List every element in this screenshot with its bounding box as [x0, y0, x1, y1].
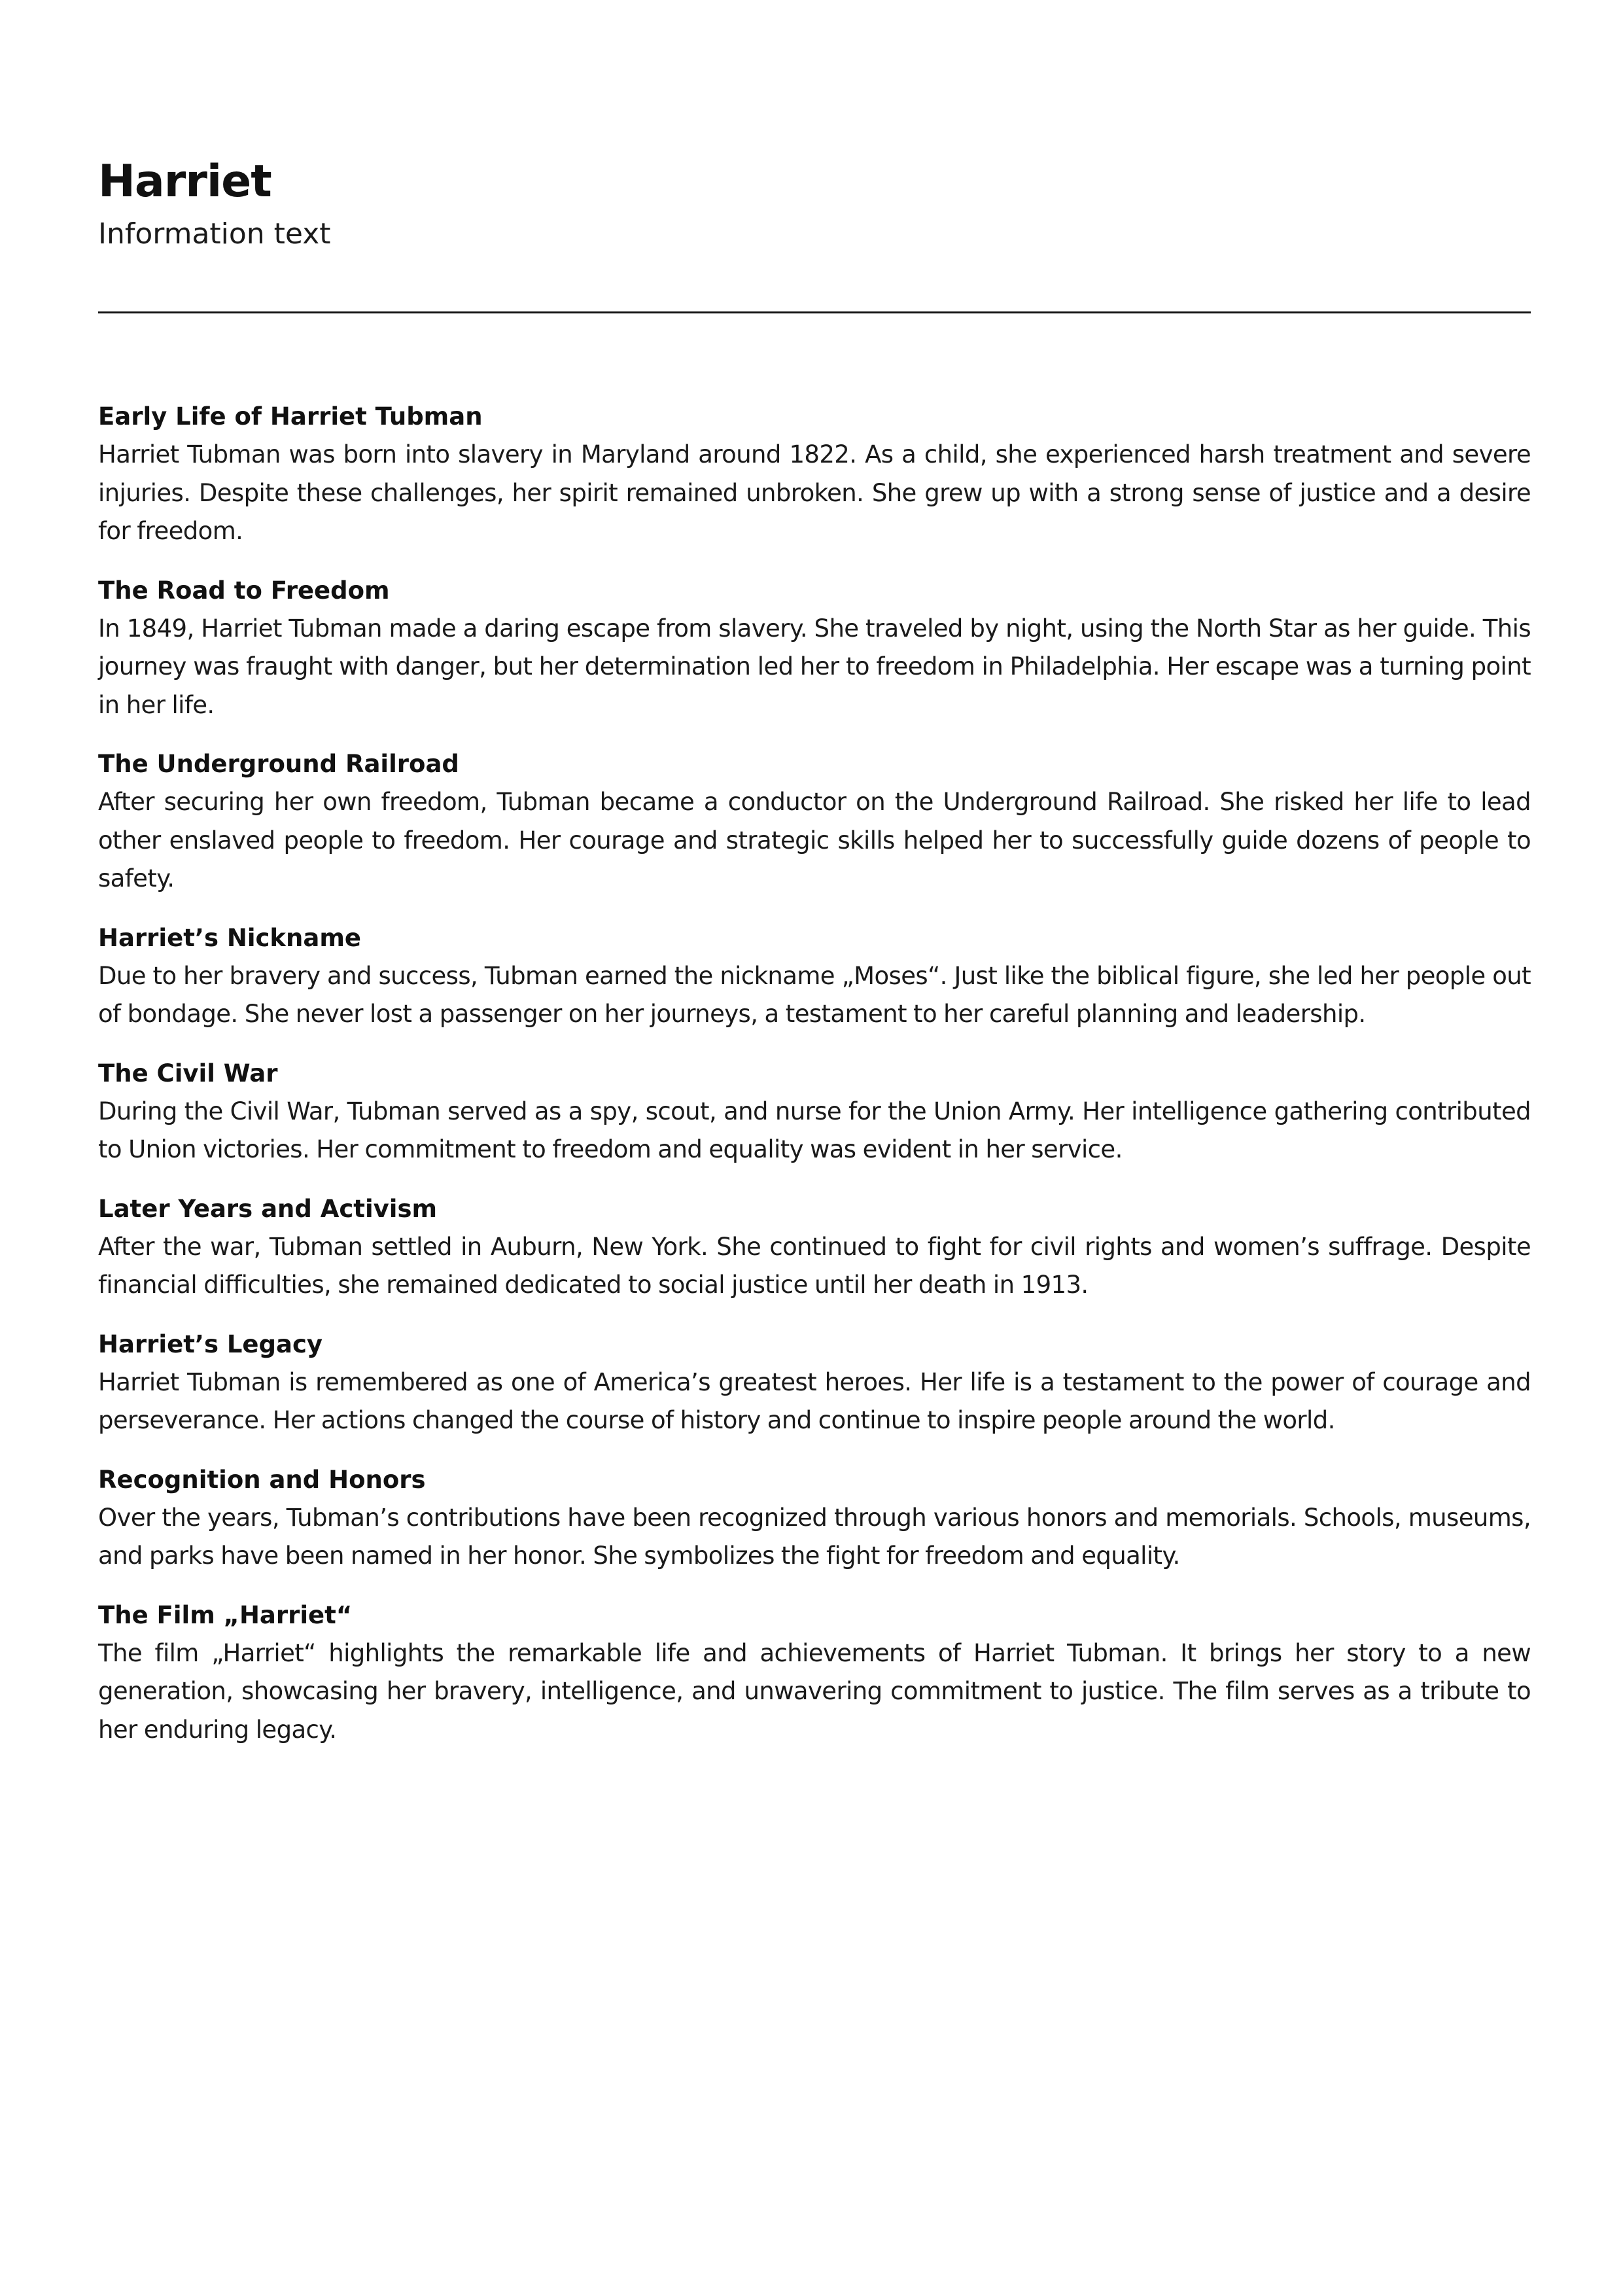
section-nickname [98, 919, 1531, 1034]
section-body: Harriet Tubman was born into slavery in Maryland around 1822. As a child, she experienced harsh treatment and severe injuries. Despite these challenges, her spirit remained unbroken. She grew up with a strong sense of justice and a desire for freedom. [98, 440, 1531, 545]
document-page [98, 0, 1531, 2296]
section-heading: Recognition and Honors [98, 1465, 426, 1494]
section-body: After the war, Tubman settled in Auburn, New York. She continued to fight for civil rights and women’s suffrage. Despite financial difficulties, she remained dedicated to social justice until her death in 1913. [98, 1232, 1531, 1299]
section-body: Due to her bravery and success, Tubman earned the nickname „Moses“. Just like the biblical figure, she led her people out of bondage. She never lost a passenger on her journeys, a testament to her careful planning and leadership. [98, 961, 1531, 1028]
section-body: The film „Harriet“ highlights the remarkable life and achievements of Harriet Tubman. It brings her story to a new generation, showcasing her bravery, intelligence, and unwavering commitment to justice. The film serves as a tribute to her enduring legacy. [98, 1638, 1531, 1744]
section-heading: The Road to Freedom [98, 576, 390, 605]
section-later-years [98, 1190, 1531, 1305]
section-heading: Harriet’s Legacy [98, 1330, 323, 1358]
section-recognition [98, 1461, 1531, 1576]
section-heading: The Film „Harriet“ [98, 1600, 353, 1629]
section-body: Harriet Tubman is remembered as one of America’s greatest heroes. Her life is a testament to the power of courage and perseverance. Her actions changed the course of history and continue to inspire people around the world. [98, 1368, 1531, 1434]
section-heading: Early Life of Harriet Tubman [98, 402, 483, 431]
section-heading: The Underground Railroad [98, 750, 459, 778]
document-title: Harriet [98, 156, 271, 207]
section-civil-war [98, 1055, 1531, 1169]
section-body: In 1849, Harriet Tubman made a daring escape from slavery. She traveled by night, using the North Star as her guide. This journey was fraught with danger, but her determination led her to freedom in Philadelphia. Her escape was a turning point in her life. [98, 614, 1531, 719]
section-road-to-freedom [98, 572, 1531, 725]
section-legacy [98, 1326, 1531, 1440]
header-divider [98, 311, 1531, 313]
section-body: After securing her own freedom, Tubman became a conductor on the Underground Railroad. She risked her life to lead other enslaved people to freedom. Her courage and strategic skills helped her to successfully guide dozens of people to safety. [98, 788, 1531, 892]
document-content [98, 398, 1531, 1770]
section-underground-railroad [98, 745, 1531, 898]
section-heading: The Civil War [98, 1059, 278, 1087]
section-body: During the Civil War, Tubman served as a spy, scout, and nurse for the Union Army. Her intelligence gathering contributed to Union victories. Her commitment to freedom and equality was evident in her service. [98, 1097, 1531, 1163]
document-subtitle: Information text [98, 217, 331, 251]
section-heading: Harriet’s Nickname [98, 923, 361, 952]
section-heading: Later Years and Activism [98, 1194, 438, 1223]
section-body: Over the years, Tubman’s contributions have been recognized through various honors and memorials. Schools, museums, and parks have been named in her honor. She symbolizes the fight for freedom and equality. [98, 1503, 1531, 1570]
section-early-life [98, 398, 1531, 551]
section-film [98, 1597, 1531, 1750]
